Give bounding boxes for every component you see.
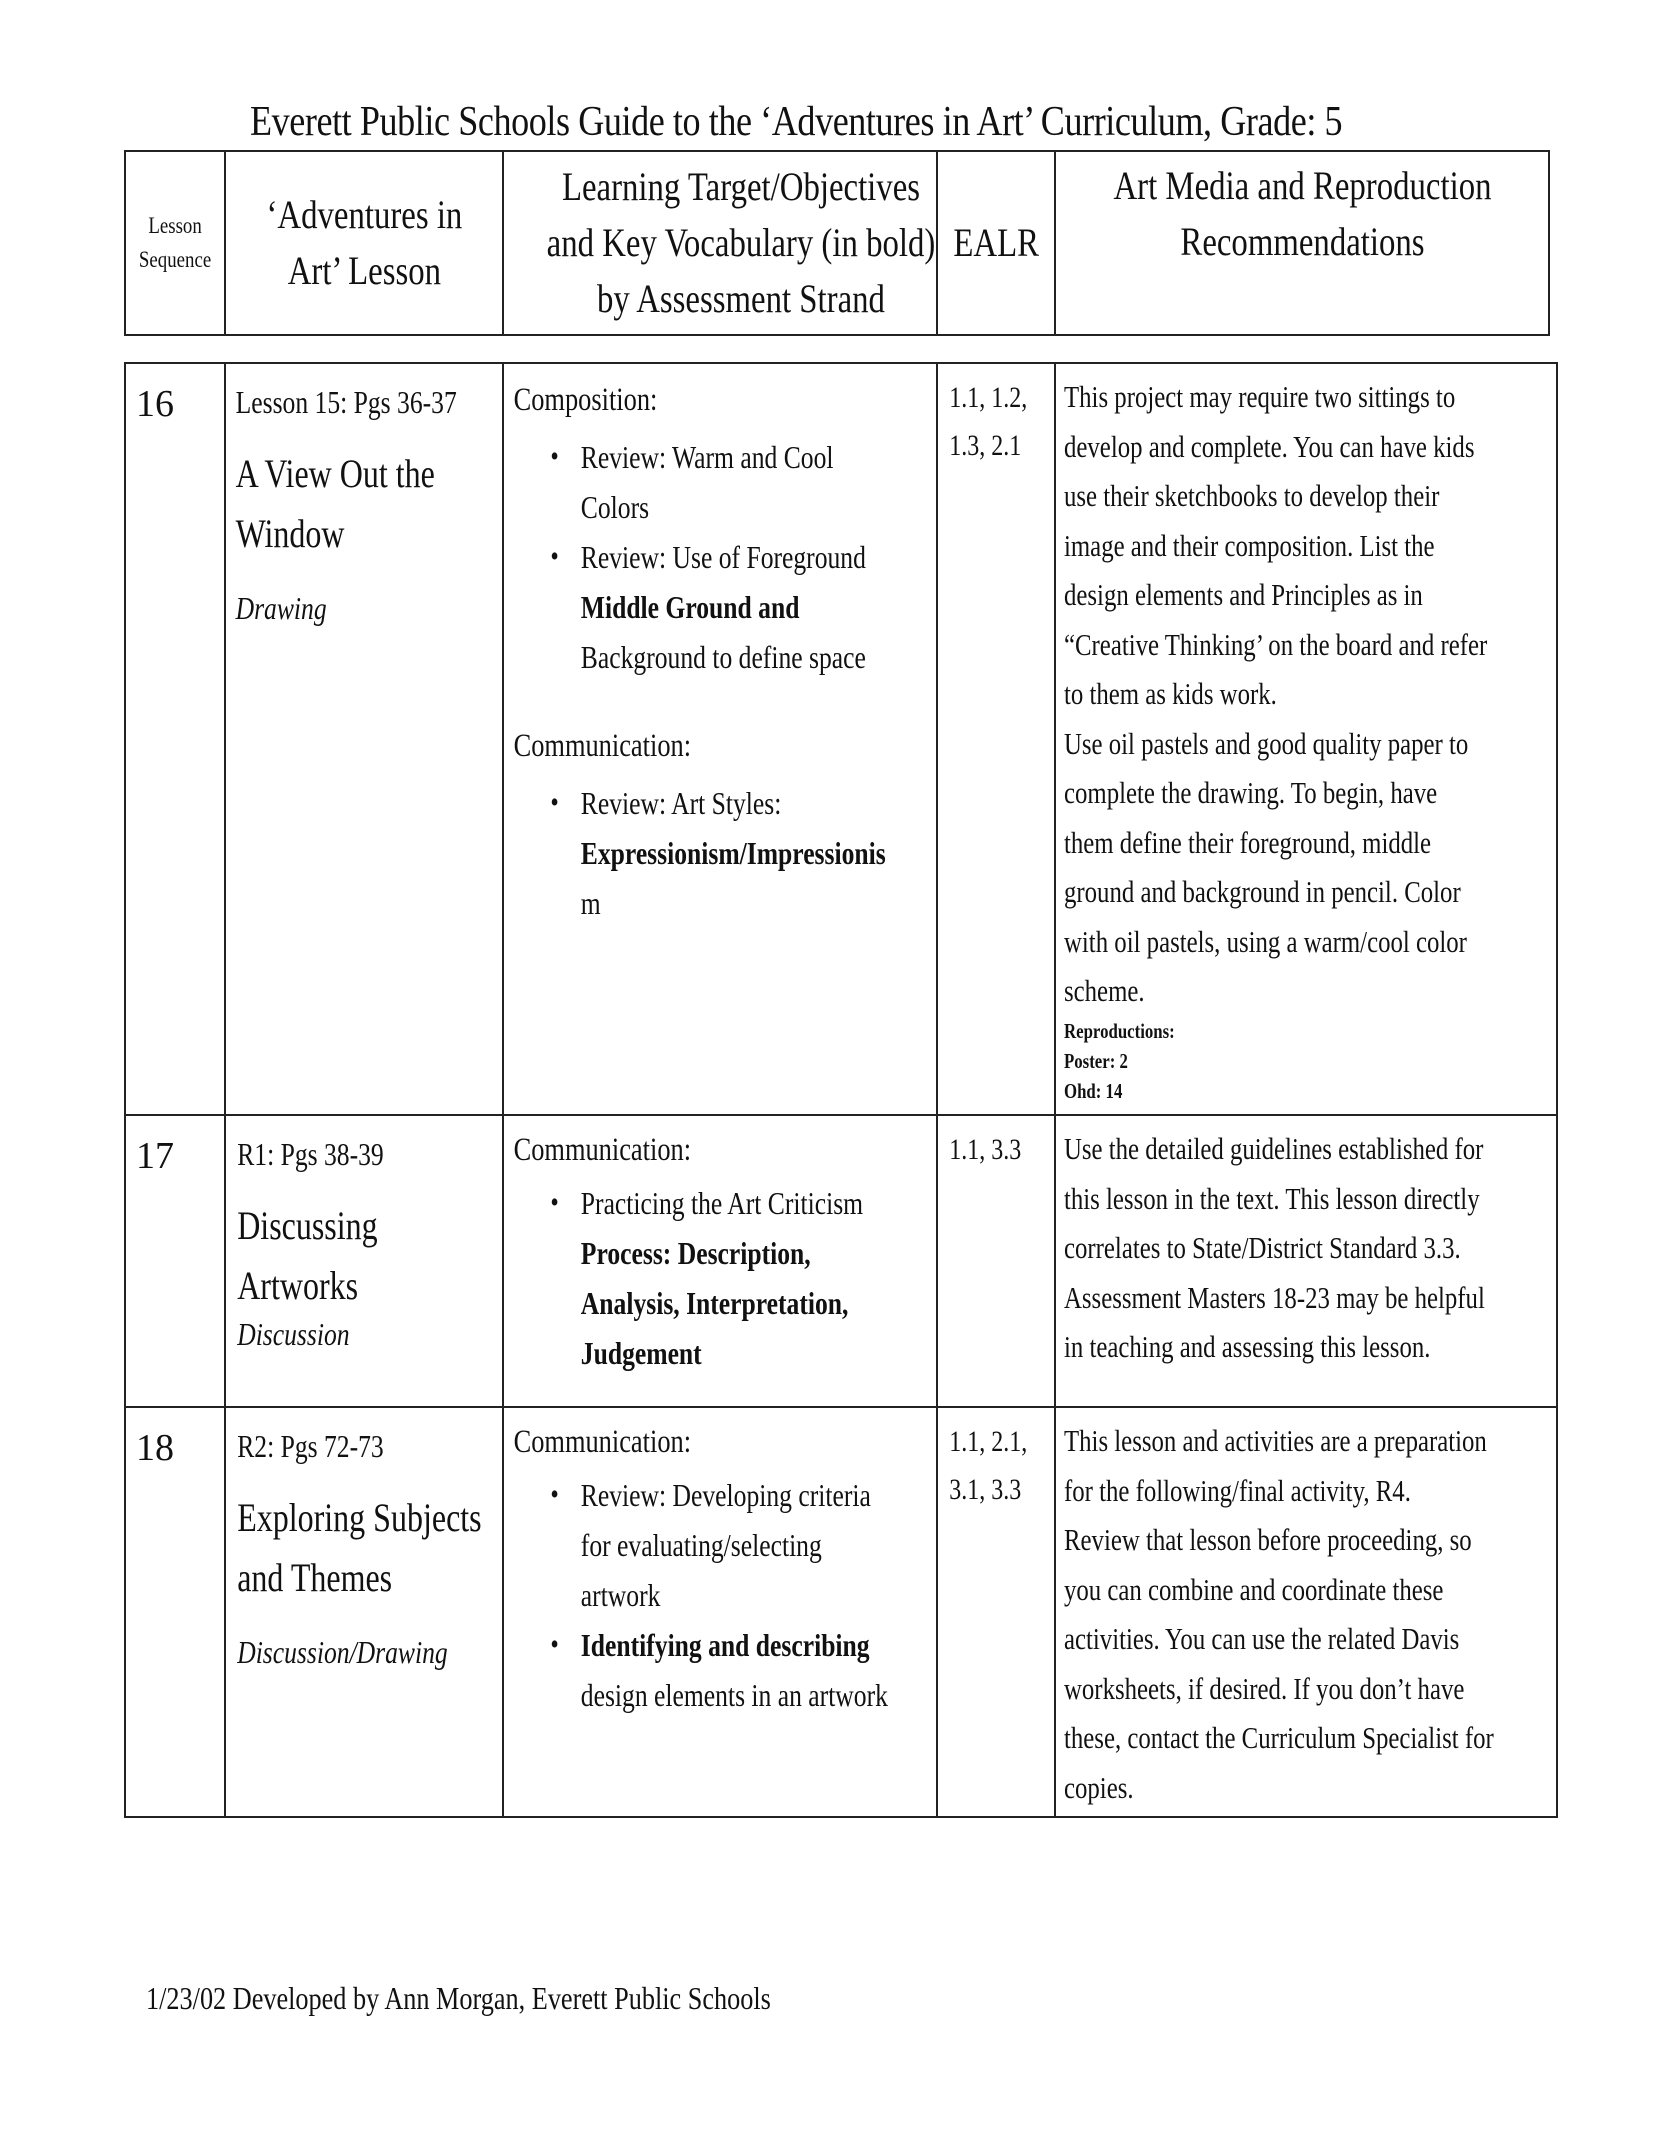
header-adventures-lesson: ‘Adventures in Art’ Lesson	[225, 151, 503, 335]
notes-cell: This lesson and activities are a preparation for the following/final activity, R4. Review that lesson before proceeding, so you can combine and coordinate these activities. You can use the related Davis worksheets, if desired. If you don’t have these, contact the Curriculum Specialist for copies.	[1055, 1407, 1557, 1817]
lesson-reference: R1: Pgs 38-39	[237, 1136, 384, 1172]
header-lesson-sequence: Lesson Sequence	[125, 151, 225, 335]
lesson-cell	[225, 1407, 503, 1817]
header-objectives: Learning Target/Objectives and Key Vocabulary (in bold) by Assessment Strand	[503, 151, 937, 335]
notes-cell: Use the detailed guidelines established for this lesson in the text. This lesson directly correlates to State/District Standard 3.3. Assessment Masters 18-23 may be helpful in teaching and assessing this lesson.	[1055, 1115, 1557, 1407]
objective-item: • Review: Use of Foreground Middle Ground and Background to define space	[581, 532, 850, 682]
lesson-type: Drawing	[235, 590, 327, 626]
ealr-cell: 1.1, 3.3	[937, 1115, 1055, 1407]
lesson-title: Discussing Artworks	[237, 1203, 378, 1308]
objectives-cell	[503, 1407, 937, 1817]
objective-item: • Practicing the Art Criticism Process: Description, Analysis, Interpretation, Judgement	[581, 1178, 850, 1378]
lesson-sequence: 17	[125, 1115, 225, 1407]
lesson-title: A View Out the Window	[235, 451, 435, 556]
header-ealr: EALR	[937, 151, 1055, 335]
lesson-cell	[225, 1115, 503, 1407]
table-row	[125, 363, 1557, 1115]
lesson-type: Discussion	[237, 1316, 350, 1352]
lesson-reference: Lesson 15: Pgs 36-37	[235, 384, 457, 420]
page-title: Everett Public Schools Guide to the ‘Adventures in Art’ Curriculum, Grade: 5	[250, 99, 1343, 145]
strand-label: Composition:	[513, 382, 658, 418]
lesson-title: Exploring Subjects and Themes	[237, 1495, 482, 1600]
objective-item: • Review: Art Styles: Expressionism/Impressionis m	[581, 778, 850, 928]
notes-cell: This project may require two sittings to develop and complete. You can have kids use their sketchbooks to develop their image and their composition. List the design elements and Principles as in “Creative Thinking’ on the board and refer to them as kids work. Use oil pastels and good quality paper to complete the drawing. To begin, have them define their foreground, middle ground and background in pencil. Color with oil pastels, using a warm/cool color scheme. Reproductions: Poster: 2 Ohd: 14	[1055, 363, 1557, 1115]
reproductions-list: Reproductions: Poster: 2 Ohd: 14	[1064, 1018, 1175, 1103]
ealr-cell: 1.1, 2.1, 3.1, 3.3	[937, 1407, 1055, 1817]
header-table	[124, 150, 1550, 336]
strand-label: Communication:	[513, 1132, 692, 1168]
lesson-reference: R2: Pgs 72-73	[237, 1428, 384, 1464]
lesson-cell	[225, 363, 503, 1115]
lesson-sequence: 18	[125, 1407, 225, 1817]
lesson-type: Discussion/Drawing	[237, 1634, 448, 1670]
objective-item: • Review: Developing criteria for evaluating/selecting artwork	[581, 1470, 850, 1620]
ealr-cell: 1.1, 1.2, 1.3, 2.1	[937, 363, 1055, 1115]
strand-label: Communication:	[513, 1424, 692, 1460]
table-row	[125, 1407, 1557, 1817]
strand-label: Communication:	[513, 728, 692, 764]
table-row	[125, 1115, 1557, 1407]
header-media: Art Media and Reproduction Recommendations	[1055, 151, 1549, 335]
objective-item: • Identifying and describing design elements in an artwork	[581, 1620, 850, 1720]
objectives-cell	[503, 363, 937, 1115]
lesson-sequence: 16	[125, 363, 225, 1115]
lessons-table	[124, 362, 1558, 1818]
footer-note: 1/23/02 Developed by Ann Morgan, Everett Public Schools	[146, 1980, 771, 2016]
objectives-cell	[503, 1115, 937, 1407]
objective-item: • Review: Warm and Cool Colors	[581, 432, 850, 532]
